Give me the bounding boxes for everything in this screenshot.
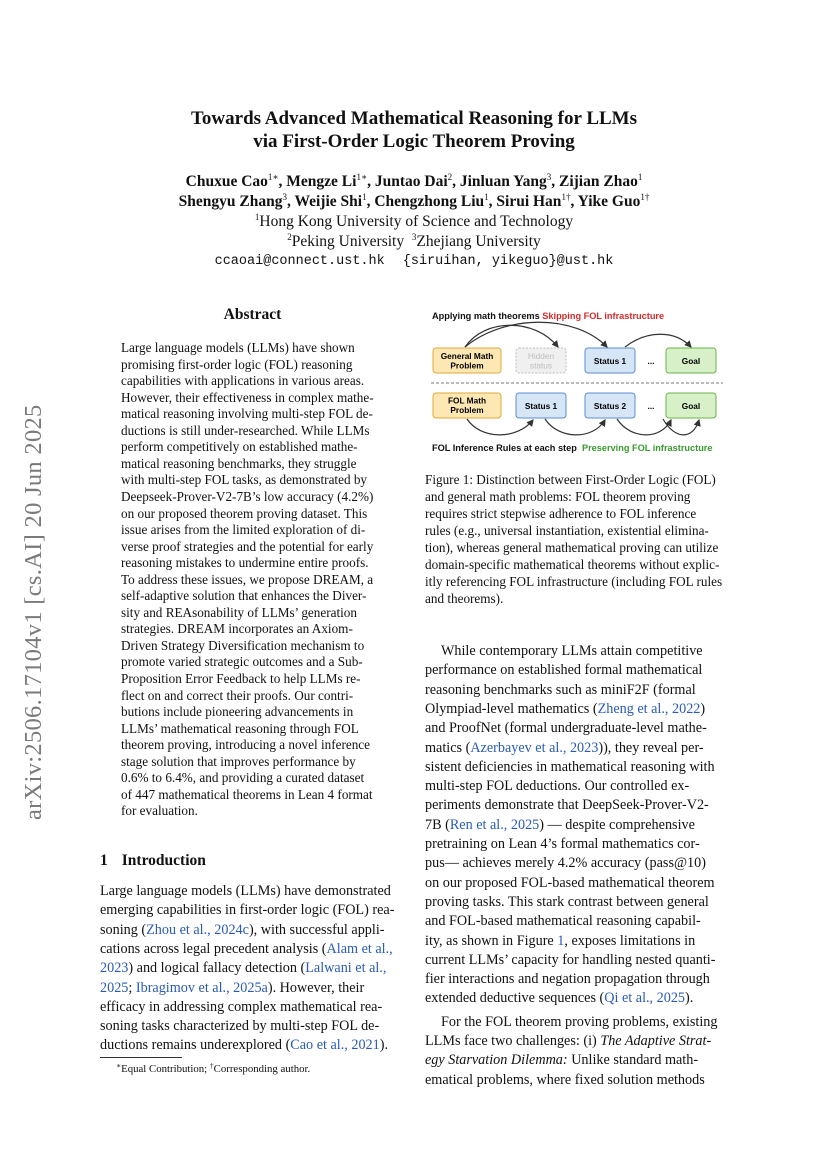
text-segment: , exposes limitations in xyxy=(564,932,696,949)
author-emails xyxy=(100,252,728,272)
caption-line: itly referencing FOL infrastructure (including FOL rules xyxy=(425,574,723,589)
email: ccaoai@connect.ust.hk xyxy=(214,254,385,269)
arc-bottom-3 xyxy=(617,419,671,435)
text-line xyxy=(425,758,715,776)
text-line xyxy=(425,661,702,679)
text-segment: performance on established formal mathematical xyxy=(425,662,703,679)
label-fol-math: FOL Math xyxy=(447,395,487,406)
text-line xyxy=(100,959,386,977)
citation-link[interactable]: 2025 xyxy=(100,979,129,996)
author-affil-sup: 3 xyxy=(282,192,287,202)
text-segment: pretraining on Lean 4’s formal mathematics cor- xyxy=(425,836,700,852)
author-affil-sup: 1 xyxy=(637,172,643,182)
citation-link[interactable]: Lalwani et al., xyxy=(305,960,387,977)
label-goal: Goal xyxy=(681,356,701,366)
title-line-2: via First-Order Logic Theorem Proving xyxy=(253,131,575,152)
text-line xyxy=(100,998,382,1016)
author-name: Chuxue Cao xyxy=(185,173,268,190)
text-line xyxy=(425,951,715,969)
text-line xyxy=(425,1071,705,1089)
abstract-line: flect on and correct their proofs. Our contri- xyxy=(121,687,354,703)
text-line xyxy=(425,642,703,660)
text-segment: )), they reveal per- xyxy=(598,739,704,756)
arc-top-3 xyxy=(625,334,691,347)
email: {siruihan, yikeguo}@ust.hk xyxy=(402,254,614,269)
text-line xyxy=(425,970,710,988)
citation-link[interactable]: 1 xyxy=(557,932,565,949)
text-segment: ). xyxy=(379,1037,389,1054)
author-affil-sup: 1† xyxy=(640,192,650,202)
arc-bottom-4 xyxy=(663,419,699,435)
caption-line: and theorems). xyxy=(425,591,504,606)
text-segment: ) — despite comprehensive xyxy=(539,816,695,833)
text-line xyxy=(100,901,394,919)
abstract-line: matical reasoning involving multi-step FOL de- xyxy=(121,406,373,422)
footnote-mark: ∗ xyxy=(116,1061,122,1070)
text-segment: and ProofNet (formal undergraduate-level mathe- xyxy=(425,720,707,737)
text-line xyxy=(425,700,705,718)
text-segment: ductions remains underexplored ( xyxy=(100,1037,291,1054)
text-segment: LLMs face two challenges: (i) xyxy=(425,1033,601,1049)
abstract-line: for evaluation. xyxy=(121,803,198,819)
text-segment: soning tasks characterized by multi-step FOL de- xyxy=(100,1018,380,1035)
author-name: Jinluan Yang xyxy=(459,173,547,190)
abstract-line: Deepseek-Prover-V2-7B’s low accuracy (4.2%) xyxy=(121,488,374,504)
affiliations xyxy=(100,212,728,272)
text-segment: ). However, their xyxy=(267,979,365,996)
italic-text: egy Starvation Dilemma: xyxy=(425,1052,568,1069)
citation-link[interactable]: 2023 xyxy=(100,960,129,977)
author-affil-sup: 3 xyxy=(546,172,552,182)
affil-sup: 1 xyxy=(254,212,260,222)
label-problem: Problem xyxy=(450,360,484,371)
text-segment: While contemporary LLMs attain competitive xyxy=(441,643,703,659)
abstract-line: capabilities with applications in various areas. xyxy=(121,373,365,389)
label-status-1: Status 1 xyxy=(524,401,558,411)
abstract-line: on our proposed theorem proving dataset. This xyxy=(121,505,368,521)
abstract-line: To address these issues, we propose DREAM, a xyxy=(121,571,374,587)
abstract-line: perform competitively on established mathe- xyxy=(121,439,358,455)
text-line xyxy=(425,835,700,853)
citation-link[interactable]: Azerbayev et al., 2023 xyxy=(470,739,599,756)
text-line xyxy=(425,1013,718,1031)
footnote-rule xyxy=(100,1057,182,1058)
abstract-line: theorem proving, introducing a novel inference xyxy=(121,737,371,753)
figure-bottom-label xyxy=(432,443,713,453)
affiliation-name: Zhejiang University xyxy=(416,233,541,250)
figure-label-text: Applying math theorems xyxy=(432,311,540,321)
footnote xyxy=(116,1063,310,1075)
section-number: 1 xyxy=(100,852,108,869)
author-name: Yike Guo xyxy=(577,193,641,210)
author-line-1: Chuxue Cao$^{1∗}$, Mengze $Li^{1∗}$, Juntao Dai$^2$, Jinluan Yang$^3$, Zijian Zhao$^1$ xyxy=(185,172,643,190)
text-segment: current LLMs’ capacity for handling nested quanti- xyxy=(425,951,716,968)
author-affil-sup: 1 xyxy=(362,192,367,202)
paper-title xyxy=(100,107,728,153)
citation-link[interactable]: Cao et al., 2021 xyxy=(290,1037,380,1054)
text-segment: and FOL-based mathematical reasoning capabil- xyxy=(425,913,701,930)
text-line xyxy=(100,1036,388,1054)
abstract-line: issue arises from the limited exploration of di- xyxy=(121,522,366,538)
text-segment: pus— achieves merely 4.2% accuracy (pass@10) xyxy=(425,855,706,872)
text-line xyxy=(425,989,693,1007)
author-line-2: Shengyu Zhang$^3$, Weijie Shi$^1$, Chengzhong Liu$^1$, Sirui Han$^{1\dagger}$, Yike Guo$^{1\dagger}$ xyxy=(178,192,650,210)
text-segment: periments demonstrate that DeepSeek-Prover-V2- xyxy=(425,797,709,814)
abstract-line: of 447 mathematical theorems in Lean 4 format xyxy=(121,786,373,802)
footnote-text: Corresponding author. xyxy=(213,1063,311,1075)
caption-line: tion), whereas general mathematical proving can utilize xyxy=(425,540,719,555)
citation-link[interactable]: Alam et al., xyxy=(326,940,393,957)
text-line xyxy=(425,893,709,911)
text-line xyxy=(425,777,689,795)
text-segment: For the FOL theorem proving problems, existing xyxy=(441,1013,718,1030)
author-name: Chengzhong Liu xyxy=(374,193,485,210)
figure-label-text: FOL Inference Rules at each step xyxy=(432,443,577,453)
label-goal: Goal xyxy=(681,401,701,411)
abstract-line: 0.6% to 6.4%, and providing a curated dataset xyxy=(121,770,365,786)
text-line xyxy=(100,940,393,958)
text-segment: ), with successful appli- xyxy=(248,921,385,938)
author-name: Zijian Zhao xyxy=(559,173,638,190)
text-line xyxy=(425,912,701,930)
text-segment: ). xyxy=(685,990,694,1007)
text-segment: Olympiad-level mathematics ( xyxy=(425,700,598,717)
abstract-heading: Abstract xyxy=(223,306,282,323)
arxiv-identifier: arXiv:2506.17104v1 [cs.AI] 20 Jun 2025 xyxy=(20,404,47,820)
arc-bottom-1 xyxy=(467,419,533,435)
citation-link[interactable]: Zheng et al., 2022 xyxy=(597,700,701,717)
section-title: Introduction xyxy=(121,852,206,869)
author-name: Juntao Dai xyxy=(374,173,448,190)
text-segment: ) xyxy=(700,700,706,717)
text-line xyxy=(425,796,709,814)
affil-sup: 2 xyxy=(287,232,292,242)
text-segment: cations across legal precedent analysis ( xyxy=(100,940,327,957)
caption-line: domain-specific mathematical theorems without explic- xyxy=(425,557,720,572)
text-line xyxy=(100,921,385,939)
text-line xyxy=(425,932,695,950)
arc-top-1 xyxy=(465,325,558,347)
citation-link[interactable]: Ren et al., 2025 xyxy=(449,816,540,833)
abstract-line: ductions is still under-researched. While LLMs xyxy=(121,422,370,438)
affil-sup: 3 xyxy=(411,232,417,242)
abstract-line: matical reasoning benchmarks, they struggle xyxy=(121,455,357,471)
abstract-line: sity and REAsonability of LLMs’ generation xyxy=(121,604,357,620)
section-heading-introduction xyxy=(100,852,206,870)
text-line xyxy=(425,719,707,737)
text-segment: soning ( xyxy=(100,921,147,938)
label-hidden: Hidden xyxy=(527,351,555,361)
abstract-line: Driven Strategy Diversification mechanism to xyxy=(121,637,365,653)
abstract-line: butions include pioneering advancements in xyxy=(121,704,354,720)
footnote-mark: † xyxy=(209,1061,214,1070)
author-name: Mengze Li xyxy=(286,173,357,190)
text-line xyxy=(425,1032,711,1050)
citation-link[interactable]: Qi et al., 2025 xyxy=(604,990,686,1007)
text-segment: 7B ( xyxy=(425,816,450,833)
label-ellipsis: ... xyxy=(647,356,655,366)
affiliation-name: Hong Kong University of Science and Technology xyxy=(259,213,574,230)
text-line xyxy=(425,681,696,699)
author-affil-sup: 1 xyxy=(484,192,489,202)
text-segment: Unlike standard math- xyxy=(567,1052,699,1069)
figure-label-green: Preserving FOL infrastructure xyxy=(581,443,713,453)
text-segment: on our proposed FOL-based mathematical theorem xyxy=(425,874,715,891)
arc-top-2 xyxy=(465,322,607,347)
abstract-line: Proposition Error Feedback to help LLMs re- xyxy=(121,671,361,686)
text-segment: reasoning benchmarks such as miniF2F (formal xyxy=(425,681,696,698)
author-affil-sup: 1∗ xyxy=(267,172,279,182)
abstract-line: with multi-step FOL tasks, as demonstrated by xyxy=(121,472,368,488)
author-affil-sup: 1† xyxy=(561,192,571,202)
author-affil-sup: 1∗ xyxy=(356,172,368,182)
abstract-line: self-adaptive solution that enhances the Diver- xyxy=(121,588,367,604)
abstract-line: stage solution that improves performance by xyxy=(121,753,356,769)
abstract-line: LLMs’ mathematical reasoning through FOL xyxy=(121,720,359,736)
text-line xyxy=(100,882,391,900)
text-segment: ) and logical fallacy detection ( xyxy=(128,960,306,977)
text-segment: efficacy in addressing complex mathematical rea- xyxy=(100,998,383,1015)
text-segment: matics ( xyxy=(425,739,471,756)
citation-link[interactable]: Ibragimov et al., 2025a xyxy=(135,979,268,996)
author-list xyxy=(100,172,728,212)
italic-text: The Adaptive Strat- xyxy=(600,1033,712,1049)
affiliation-name: Peking University xyxy=(291,233,405,250)
text-line xyxy=(425,816,695,834)
abstract-line: promising first-order logic (FOL) reasoning xyxy=(121,356,353,372)
text-segment: ematical problems, where fixed solution methods xyxy=(425,1071,705,1088)
label-problem: Problem xyxy=(450,405,484,415)
author-name: Weijie Shi xyxy=(294,193,363,210)
figure-1-diagram xyxy=(425,306,730,461)
author-name: Sirui Han xyxy=(496,193,562,210)
text-segment: sistent deficiencies in mathematical reasoning with xyxy=(425,758,715,775)
text-segment: ity, as shown in Figure xyxy=(425,932,558,949)
text-segment: extended deductive sequences ( xyxy=(425,990,605,1007)
label-ellipsis: ... xyxy=(647,401,655,411)
title-line-1: Towards Advanced Mathematical Reasoning for LLMs xyxy=(191,108,637,129)
footnote-text: Equal Contribution; xyxy=(121,1063,210,1075)
figure-label-red: Skipping FOL infrastructure xyxy=(542,311,665,321)
label-status-1: Status 1 xyxy=(593,356,627,366)
label-general-math: General Math xyxy=(440,351,494,361)
author-name: Shengyu Zhang xyxy=(178,193,283,210)
caption-line: rules (e.g., universal instantiation, existential elimina- xyxy=(425,523,709,538)
figure-1-svg xyxy=(425,306,730,461)
text-segment: ; xyxy=(128,979,136,996)
text-line xyxy=(100,1017,379,1035)
abstract-line: Large language models (LLMs) have shown xyxy=(121,340,355,355)
abstract-line: strategies. DREAM incorporates an Axiom- xyxy=(121,621,353,637)
abstract-line: promote varied strategic outcomes and a Sub- xyxy=(121,654,363,670)
caption-line: and general math problems: FOL theorem proving xyxy=(425,489,691,504)
caption-line: requires strict stepwise adherence to FOL inference xyxy=(425,506,697,521)
text-line xyxy=(425,739,704,757)
author-affil-sup: 2 xyxy=(447,172,453,182)
abstract-line: reasoning mistakes to undermine entire proofs. xyxy=(121,555,369,571)
text-segment: emerging capabilities in first-order logic (FOL) rea- xyxy=(100,902,395,919)
abstract-line: However, their effectiveness in complex mathe- xyxy=(121,389,374,405)
affiliation-1 xyxy=(100,212,728,232)
abstract-line: verse proof strategies and the potential for early xyxy=(121,538,374,554)
text-line xyxy=(100,979,364,997)
text-segment: Large language models (LLMs) have demonstrated xyxy=(100,883,391,899)
text-segment: proving tasks. This stark contrast between general xyxy=(425,893,709,910)
text-line xyxy=(425,854,706,872)
arc-bottom-2 xyxy=(545,419,605,435)
text-line xyxy=(425,1051,698,1069)
text-segment: multi-step FOL deductions. Our controlled ex- xyxy=(425,778,690,795)
caption-line: Figure 1: Distinction between First-Order Logic (FOL) xyxy=(425,472,716,487)
label-status-2: Status 2 xyxy=(593,401,627,411)
affiliation-2-3 xyxy=(100,232,728,252)
text-line xyxy=(425,874,715,892)
text-segment: fier interactions and negation propagation through xyxy=(425,971,710,988)
citation-link[interactable]: Zhou et al., 2024c xyxy=(146,921,249,938)
label-status: status xyxy=(529,360,553,371)
